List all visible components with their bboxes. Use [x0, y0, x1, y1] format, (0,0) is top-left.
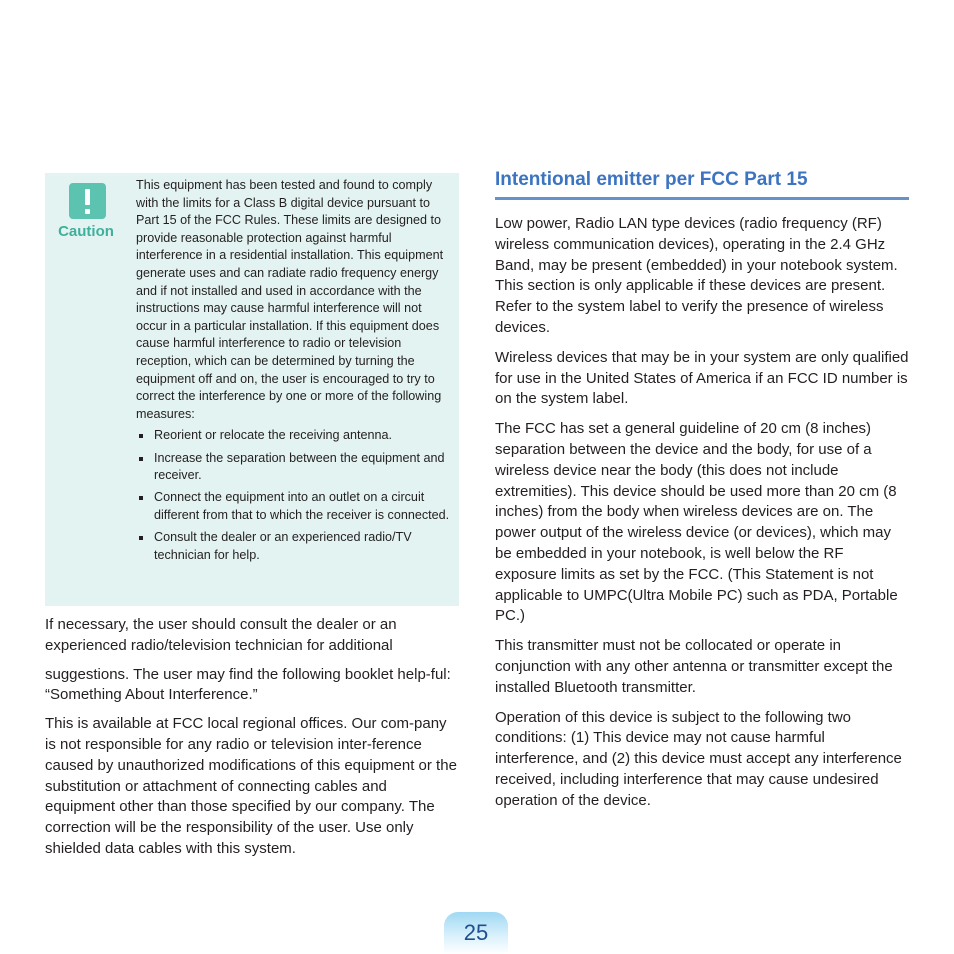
exclamation-dot — [85, 209, 90, 214]
caution-measure-text: Increase the separation between the equipment and receiver. — [154, 450, 445, 483]
caution-measures-list — [136, 427, 454, 564]
caution-text — [136, 177, 454, 569]
caution-measure-text: Reorient or relocate the receiving antenna. — [154, 428, 393, 443]
page-number: 25 — [463, 920, 489, 945]
caution-measure-item — [136, 427, 454, 445]
caution-measure-text: Connect the equipment into an outlet on a circuit different from that to which the receiver is connected. — [154, 490, 450, 522]
bullet-square-icon — [139, 536, 143, 540]
section-paragraph: Low power, Radio LAN type devices (radio frequency (RF) wireless communication devices), operating in the 2.4 GHz Band, may be present (embedded) in your notebook system. This section is only applicable if these devices are present. Refer to the system label to verify the presence of wireless devices. — [495, 215, 898, 336]
left-paragraph: suggestions. The user may find the following booklet help-ful: “Something About Interference.” — [45, 665, 451, 704]
caution-measure-item — [136, 489, 454, 524]
section-paragraph: This transmitter must not be collocated or operate in conjunction with any other antenna or transmitter except the installed Bluetooth transmitter. — [495, 637, 893, 696]
section-paragraph: Operation of this device is subject to the following two conditions: (1) This device may not cause harmful interference, and (2) this device must accept any interference received, including interference that may cause undesired operation of the device. — [495, 708, 902, 809]
section-body — [495, 214, 909, 812]
caution-intro: This equipment has been tested and found to comply with the limits for a Class B digital device pursuant to Part 15 of the FCC Rules. These limits are designed to provide reasonable protection against harmful interference in a residential installation. This equipment generate uses and can radiate radio frequency energy and if not installed and used in accordance with the instructions may cause harmful interference will not occur in a particular installation. If this equipment does cause harmful interference to radio or television reception, which can be determined by turning the equipment off and on, the user is encouraged to try to correct the interference by one or more of the following measures: — [136, 178, 444, 421]
caution-box — [45, 173, 459, 606]
section-paragraph: Wireless devices that may be in your system are only qualified for use in the United States of America if an FCC ID number is on the system label. — [495, 348, 909, 408]
caution-label: Caution — [58, 223, 114, 240]
exclamation-bar — [85, 189, 90, 205]
caution-measure-item — [136, 450, 454, 485]
exclamation-icon — [69, 183, 106, 219]
page-number-tab — [444, 912, 508, 954]
bullet-square-icon — [139, 434, 143, 438]
section-title: Intentional emitter per FCC Part 15 — [495, 169, 808, 190]
caution-measure-text: Consult the dealer or an experienced radio/TV technician for help. — [154, 530, 412, 562]
bullet-square-icon — [139, 457, 143, 461]
caution-measure-item — [136, 529, 454, 564]
title-underline — [495, 197, 909, 200]
left-paragraph: This is available at FCC local regional offices. Our com-pany is not responsible for any radio or television inter-ference caused by unauthorized modifications of this equipment or the substitution or attachment of connecting cables and equipment other than those specified by our company. The correction will be the responsibility of the user. Use only shielded data cables with this system. — [45, 715, 457, 857]
left-paragraph: If necessary, the user should consult the dealer or an experienced radio/television technician for additional — [45, 616, 397, 654]
bullet-square-icon — [139, 496, 143, 500]
left-column-text — [45, 615, 461, 868]
right-column — [495, 166, 909, 821]
section-paragraph: The FCC has set a general guideline of 20 cm (8 inches) separation between the device and the body, for use of a wireless device near the body (this does not include extremities). This device should be used more than 20 cm (8 inches) from the body when wireless devices are on. The power output of the wireless device (or devices), which may be embedded in your notebook, is well below the RF exposure limits as set by the FCC. (This Statement is not applicable to UMPC(Ultra Mobile PC) such as PDA, Portable PC.) — [495, 420, 898, 625]
